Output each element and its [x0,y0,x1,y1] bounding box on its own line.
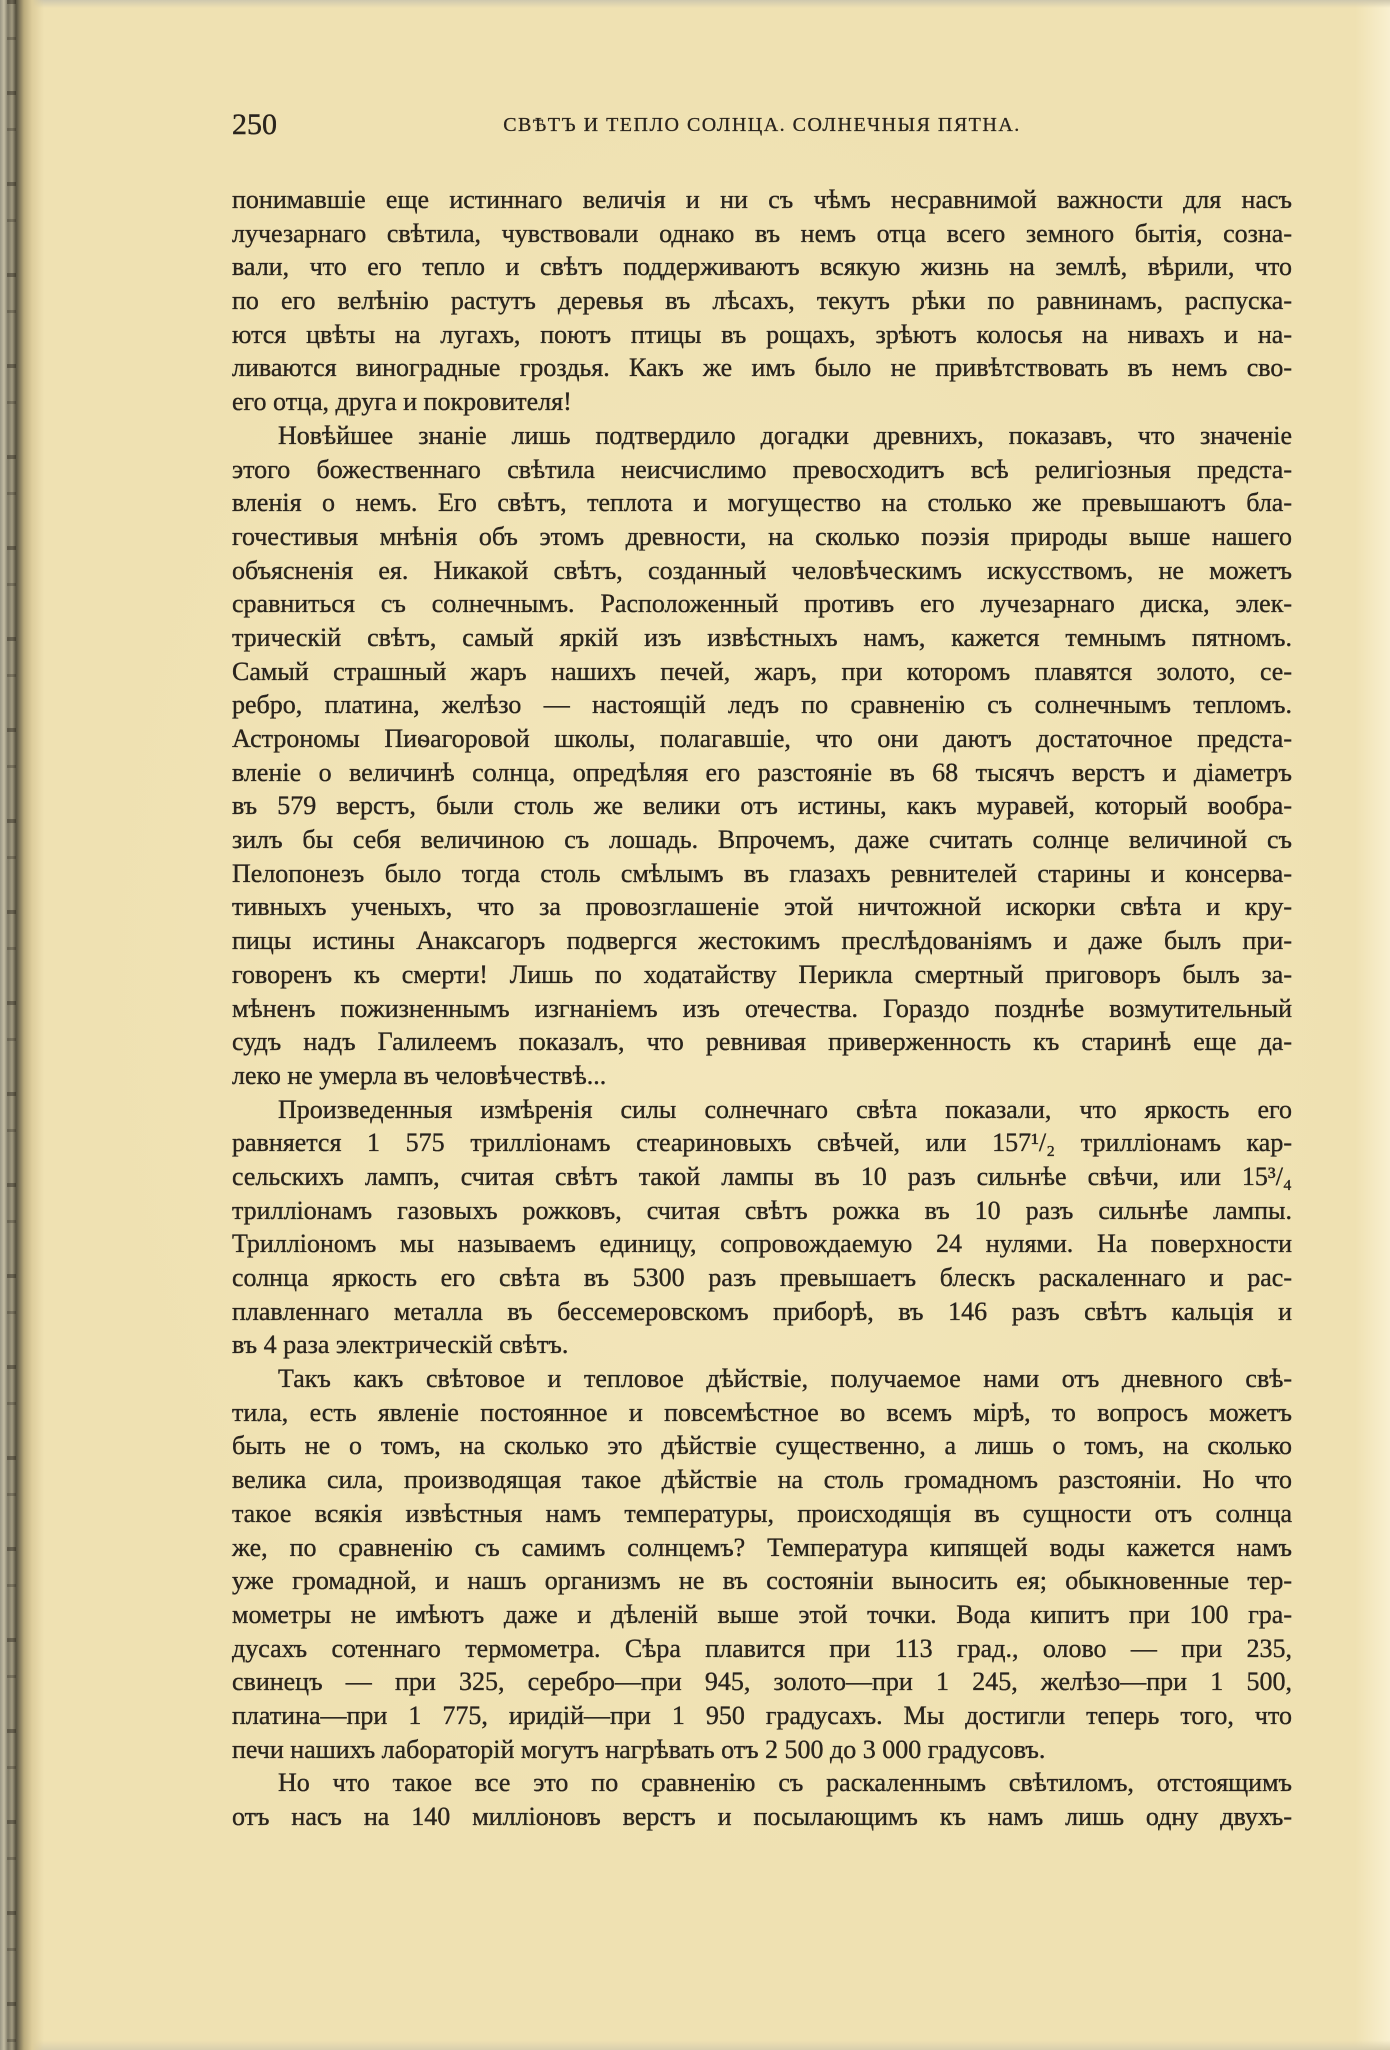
text-line: этого божественнаго свѣтила неисчислимо превосходитъ всѣ религіозныя предста- [232,454,1292,484]
text-line: тивныхъ ученыхъ, что за провозглашеніе этой ничтожной искорки свѣта и кру- [232,892,1292,922]
text-line: тила, есть явленіе постоянное и повсемѣстное во всемъ мірѣ, то вопросъ можетъ [232,1397,1292,1427]
paragraph [232,1362,1292,1766]
text-line: вленія о немъ. Его свѣтъ, теплота и могущество на столько же превышаютъ бла- [232,488,1292,518]
text-line: велика сила, производящая такое дѣйствіе на столь громадномъ разстояніи. Но что [232,1465,1292,1495]
text-line: Новѣйшее знаніе лишь подтвердило догадки древнихъ, показавъ, что значеніе [278,420,1292,450]
text-line: объясненія ея. Никакой свѣтъ, созданный человѣческимъ искусствомъ, не можетъ [232,555,1292,585]
text-line: въ 579 верстъ, были столь же велики отъ истины, какъ муравей, который вообра- [232,791,1292,821]
text-line: по его велѣнію растутъ деревья въ лѣсахъ, текутъ рѣки по равнинамъ, распуска- [232,286,1292,316]
text-line: мометры не имѣютъ даже и дѣленій выше этой точки. Вода кипитъ при 100 гра- [232,1599,1292,1629]
text-line: трилліонамъ газовыхъ рожковъ, считая свѣтъ рожка въ 10 разъ сильнѣе лампы. [232,1195,1292,1225]
text-line: Произведенныя измѣренія силы солнечнаго свѣта показали, что яркость его [278,1094,1292,1124]
paragraph [232,1766,1292,1833]
text-line: солнца яркость его свѣта въ 5300 разъ превышаетъ блескъ раскаленнаго и рас- [232,1263,1292,1292]
text-line: леко не умерла въ человѣчествѣ... [232,1060,607,1090]
text-line: дусахъ сотеннаго термометра. Сѣра плавится при 113 град., олово — при 235, [232,1633,1292,1663]
text-line: сравниться съ солнечнымъ. Расположенный противъ его лучезарнаго диска, элек- [232,589,1292,619]
text-line: пицы истины Анаксагоръ подвергся жестокимъ преслѣдованіямъ и даже былъ при- [232,926,1292,956]
paragraph [232,183,1292,419]
text-line: ребро, платина, желѣзо — настоящій ледъ по сравненію съ солнечнымъ тепломъ. [232,690,1292,720]
running-title: СВѢТЪ И ТЕПЛО СОЛНЦА. СОЛНЕЧНЫЯ ПЯТНА. [503,114,1021,136]
text-line: вленіе о величинѣ солнца, опредѣляя его разстояніе въ 68 тысячъ верстъ и діаметръ [232,757,1292,787]
text-line: равняется 1 575 трилліонамъ стеариновыхъ свѣчей, или 157¹/₂ трилліонамъ кар- [232,1128,1292,1158]
page-number: 250 [232,108,277,141]
text-line: же, по сравненію съ самимъ солнцемъ? Температура кипящей воды кажется намъ [232,1532,1292,1562]
text-line: свинецъ — при 325, серебро—при 945, золото—при 1 245, желѣзо—при 1 500, [232,1667,1292,1697]
text-line: понимавшіе еще истиннаго величія и ни съ чѣмъ несравнимой важности для насъ [232,185,1292,214]
text-line: сельскихъ лампъ, считая свѣтъ такой лампы въ 10 разъ сильнѣе свѣчи, или 15³/₄ [232,1161,1292,1191]
text-line: Пелопонезъ было тогда столь смѣлымъ въ глазахъ ревнителей старины и консерва- [232,858,1292,888]
text-line: Но что такое все это по сравненію съ раскаленнымъ свѣтиломъ, отстоящимъ [278,1768,1292,1798]
text-line: ются цвѣты на лугахъ, поютъ птицы въ рощахъ, зрѣютъ колосья на нивахъ и на- [232,319,1292,349]
text-line: уже громадной, и нашъ организмъ не въ состояніи выносить ея; обыкновенные тер- [232,1566,1292,1596]
text-line: ливаются виноградные гроздья. Какъ же имъ было не привѣтствовать въ немъ сво- [232,353,1292,383]
scan-bottom-edge [0,2040,1390,2050]
paragraph [232,1093,1292,1363]
binding-marks [7,0,16,2050]
text-line: плавленнаго металла въ бессемеровскомъ приборѣ, въ 146 разъ свѣтъ кальція и [232,1296,1292,1326]
text-line: его отца, друга и покровителя! [232,387,572,417]
body-text [232,183,1292,1834]
text-line: быть не о томъ, на сколько это дѣйствіе существенно, а лишь о томъ, на сколько [232,1431,1292,1461]
running-header [232,107,1292,143]
text-line: въ 4 раза электрическій свѣтъ. [232,1330,569,1360]
text-line: платина—при 1 775, иридій—при 1 950 градусахъ. Мы достигли теперь того, что [232,1700,1292,1730]
text-line: зилъ бы себя величиною съ лошадь. Впрочемъ, даже считать солнце величиной съ [232,825,1292,855]
text-line: гочестивыя мнѣнія объ этомъ древности, на сколько поэзія природы выше нашего [232,521,1292,551]
text-line: говоренъ къ смерти! Лишь по ходатайству Перикла смертный приговоръ былъ за- [232,959,1292,989]
text-line: трическій свѣтъ, самый яркій изъ извѣстныхъ намъ, кажется темнымъ пятномъ. [232,622,1292,652]
text-line: такое всякія извѣстныя намъ температуры, происходящія въ сущности отъ солнца [232,1498,1292,1528]
text-line: Трилліономъ мы называемъ единицу, сопровождаемую 24 нулями. На поверхности [232,1229,1292,1259]
text-line: лучезарнаго свѣтила, чувствовали однако въ немъ отца всего земного бытія, созна- [232,218,1292,248]
text-line: печи нашихъ лабораторій могутъ нагрѣвать отъ 2 500 до 3 000 градусовъ. [232,1734,1046,1764]
text-line: Астрономы Пиѳагоровой школы, полагавшіе, что они даютъ достаточное предста- [232,724,1292,753]
text-line: судъ надъ Галилеемъ показалъ, что ревнивая приверженность къ старинѣ еще да- [232,1027,1292,1057]
text-line: Такъ какъ свѣтовое и тепловое дѣйствіе, получаемое нами отъ дневного свѣ- [278,1364,1292,1394]
scan-top-edge [0,0,1390,8]
text-line: Самый страшный жаръ нашихъ печей, жаръ, при которомъ плавятся золото, се- [232,656,1292,686]
paragraph [232,419,1292,1093]
text-line: отъ насъ на 140 милліоновъ верстъ и посылающимъ къ намъ лишь одну двухъ- [232,1802,1292,1831]
text-line: мѣненъ пожизненнымъ изгнаніемъ изъ отечества. Гораздо позднѣе возмутительный [232,993,1292,1023]
text-line: вали, что его тепло и свѣтъ поддерживаютъ всякую жизнь на землѣ, вѣрили, что [232,252,1292,282]
